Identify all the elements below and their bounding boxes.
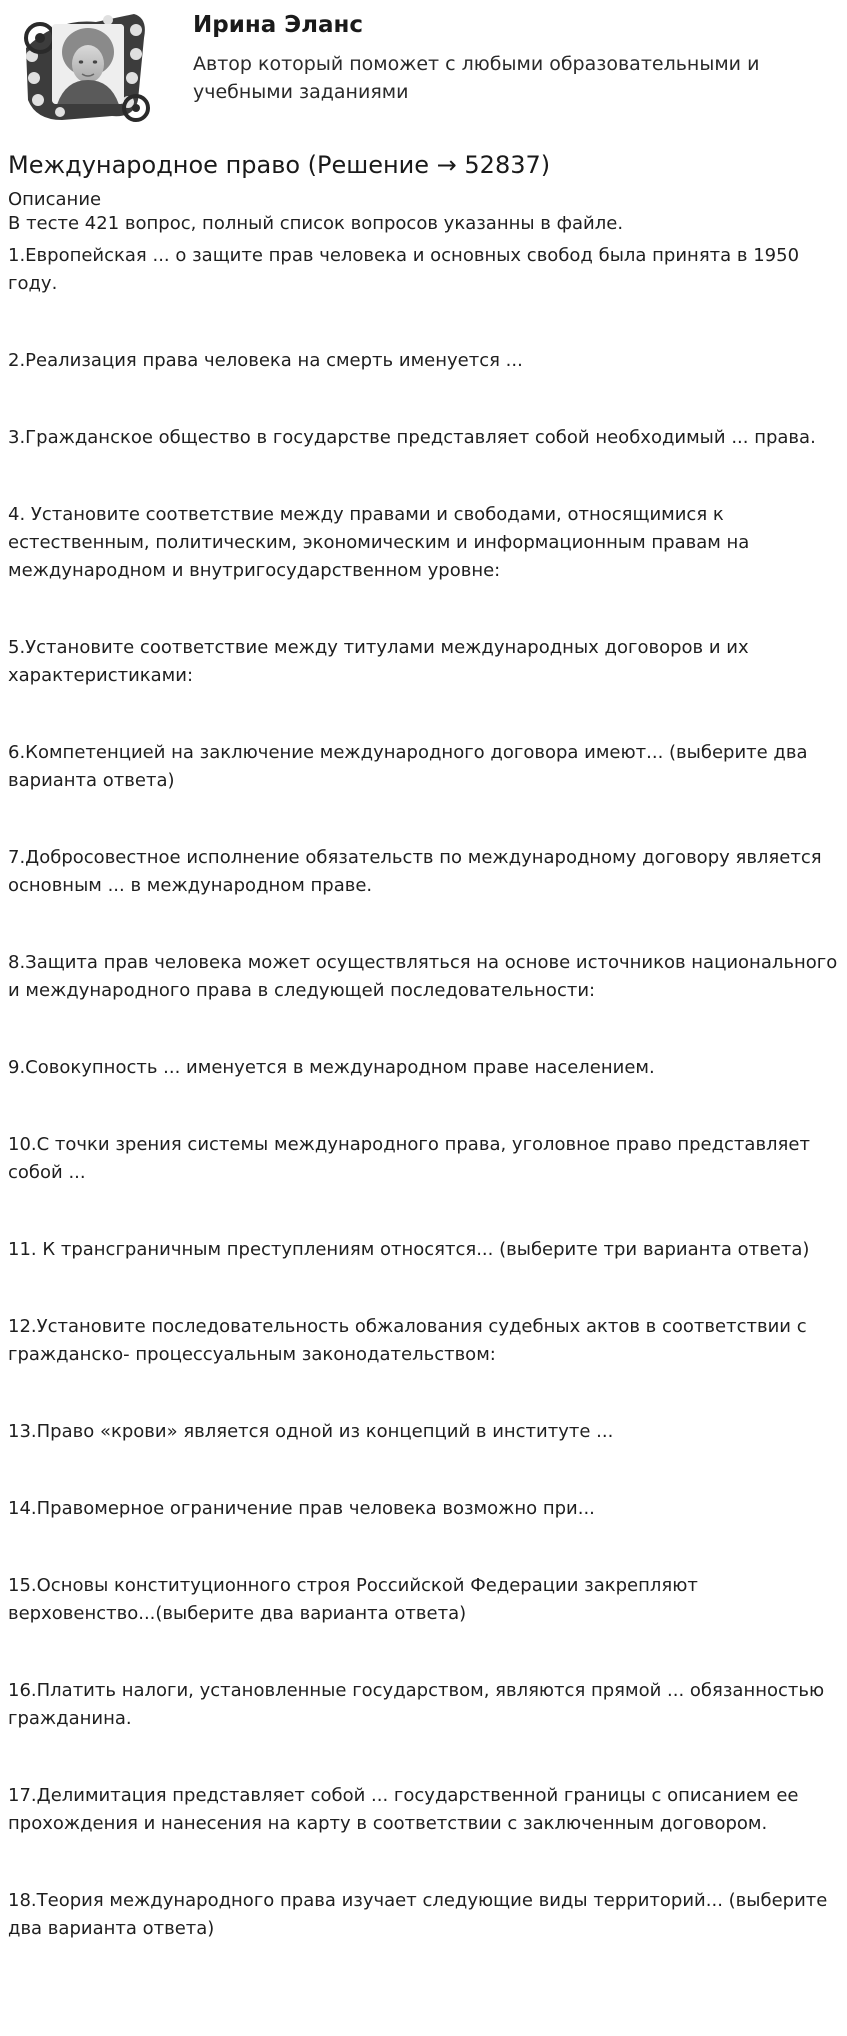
question-item: 8.Защита прав человека может осуществляться на основе источников национального и международного права в следующей последовательности: xyxy=(8,952,838,1001)
question-list xyxy=(8,242,839,1943)
question-item: 10.С точки зрения системы международного права, уголовное право представляет собой ... xyxy=(8,1134,810,1183)
document-title: Международное право (Решение → 52837) xyxy=(8,151,551,179)
question-item: 5.Установите соответствие между титулами международных договоров и их характеристиками: xyxy=(8,637,749,686)
question-item: 14.Правомерное ограничение прав человека возможно при... xyxy=(8,1498,595,1519)
question-item: 17.Делимитация представляет собой ... государственной границы с описанием ее прохождения и нанесения на карту в соответствии с заключенным договором. xyxy=(8,1785,799,1834)
question-item: 1.Европейская ... о защите прав человека и основных свобод была принята в 1950 году. xyxy=(8,245,800,294)
question-item: 11. К трансграничным преступлениям относятся... (выберите три варианта ответа) xyxy=(8,1239,810,1260)
question-item: 15.Основы конституционного строя Российской Федерации закрепляют верховенство...(выберите два варианта ответа) xyxy=(8,1575,698,1624)
question-item: 7.Добросовестное исполнение обязательств по международному договору является основным ... в международном праве. xyxy=(8,847,822,896)
question-item: 6.Компетенцией на заключение международного договора имеют... (выберите два варианта ответа) xyxy=(8,742,808,791)
question-item: 9.Совокупность ... именуется в международном праве населением. xyxy=(8,1057,655,1078)
question-item: 12.Установите последовательность обжалования судебных актов в соответствии с гражданско- процессуальным законодательством: xyxy=(8,1316,807,1365)
film-reel-avatar-icon xyxy=(16,8,156,126)
author-header xyxy=(8,0,839,130)
question-item: 18.Теория международного права изучает следующие виды территорий... (выберите два варианта ответа) xyxy=(8,1890,828,1939)
question-item: 13.Право «крови» является одной из концепций в институте ... xyxy=(8,1421,614,1442)
description-text: В тесте 421 вопрос, полный список вопросов указанны в файле. xyxy=(8,213,624,234)
question-item: 4. Установите соответствие между правами и свободами, относящимися к естественным, политическим, экономическим и информационным правам на международном и внутригосударственном уровне: xyxy=(8,504,750,581)
author-avatar[interactable] xyxy=(16,8,156,126)
question-item: 2.Реализация права человека на смерть именуется ... xyxy=(8,350,523,371)
question-item: 16.Платить налоги, установленные государством, являются прямой ... обязанностью гражданина. xyxy=(8,1680,825,1729)
question-item: 3.Гражданское общество в государстве представляет собой необходимый ... права. xyxy=(8,427,816,448)
author-name[interactable]: Ирина Эланс xyxy=(193,12,364,38)
author-description: Автор который поможет с любыми образовательными и учебными заданиями xyxy=(193,53,760,103)
description-label: Описание xyxy=(8,189,102,210)
